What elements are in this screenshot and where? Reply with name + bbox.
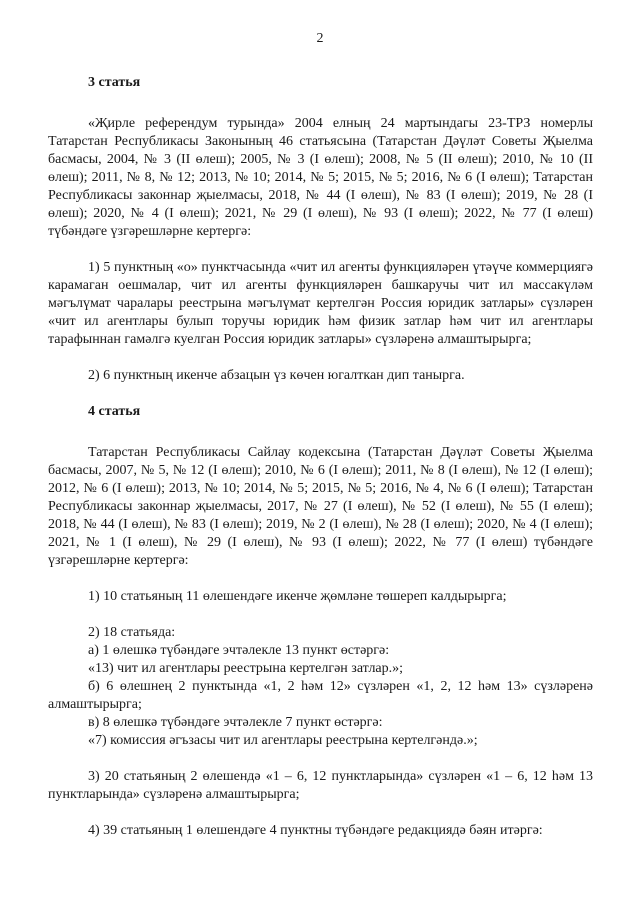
article-3-item-2: 2) 6 пунктның икенче абзацын үз көчен югалткан дип танырга.	[88, 368, 465, 383]
article-3-heading: 3 статья	[88, 75, 141, 90]
article-4-item-2v: в) 8 өлешкә түбәндәге эчтәлекле 7 пункт өстәргә:	[88, 715, 383, 730]
article-4-heading: 4 статья	[88, 404, 141, 419]
article-4-intro: Татарстан Республикасы Сайлау кодексына (Татарстан Дәүләт Советы Җыелма басмасы, 2007, № 5, № 12 (I өлеш); 2010, № 6 (I өлеш); 2011, № 8 (I өлеш), № 12 (I өлеш); 2012, № 6 (I өлеш); 2013, № 10; 2014, № 5; 2015, № 5; 2016, № 4, № 6 (I өлеш); Татарстан Республикасы законнар җыелмасы, 2017, № 27 (I өлеш), № 52 (I өлеш), № 55 (I өлеш); 2018, № 44 (I өлеш), № 83 (I өлеш); 2019, № 2 (I өлеш), № 28 (I өлеш); 2020, № 4 (I өлеш); 2021, № 1 (I өлеш), № 29 (I өлеш), № 93 (I өлеш); 2022, № 77 (I өлеш) түбәндәге үзгәрешләрне кертергә:	[48, 445, 593, 568]
article-3-item-1: 1) 5 пунктның «о» пунктчасында «чит ил агенты функцияләрен үтәүче коммерциягә карамаган оешмалар, чит ил агенты функцияләрен башкаручы чит ил массакүләм мәгълүмат чаралары реестрына мәгълүмат кертелгән Россия юридик затлары» сүзләрен «чит ил агентлары булып торучы юридик һәм физик затлар һәм чит ил агентлары тарафыннан гамәлгә куелган Россия юридик затлары» сүзләренә алмаштырырга;	[48, 260, 593, 347]
article-4-item-2-title: 2) 18 статьяда:	[88, 625, 176, 640]
article-4-item-2a-quote: «13) чит ил агентлары реестрына кертелгән затлар.»;	[88, 661, 404, 676]
page-number: 2	[316, 31, 324, 46]
article-4-item-2a: а) 1 өлешкә түбәндәге эчтәлекле 13 пункт өстәргә:	[88, 643, 390, 658]
article-4-item-4: 4) 39 статьяның 1 өлешендәге 4 пунктны түбәндәге редакциядә бәян итәргә:	[88, 823, 543, 838]
document-body	[48, 74, 593, 840]
article-4-item-1: 1) 10 статьяның 11 өлешендәге икенче җөмләне төшереп калдырырга;	[88, 589, 507, 604]
article-4-item-2v-quote: «7) комиссия әгъзасы чит ил агентлары реестрына кертелгәндә.»;	[88, 733, 478, 748]
article-3-intro: «Җирле референдум турында» 2004 елның 24 мартындагы 23-ТРЗ номерлы Татарстан Республикасы Законының 46 статьясына (Татарстан Дәүләт Советы Җыелма басмасы, 2004, № 3 (II өлеш); 2005, № 3 (I өлеш); 2008, № 5 (II өлеш); 2010, № 10 (II өлеш); 2011, № 8, № 12; 2013, № 10; 2014, № 5; 2015, № 5; 2016, № 6 (I өлеш); Татарстан Республикасы законнар җыелмасы, 2018, № 44 (I өлеш), № 83 (I өлеш); 2019, № 28 (I өлеш); 2020, № 4 (I өлеш); 2021, № 29 (I өлеш), № 93 (I өлеш); 2022, № 77 (I өлеш) түбәндәге үзгәрешләрне кертергә:	[48, 116, 593, 239]
article-4-item-2b: б) 6 өлешнең 2 пунктында «1, 2 һәм 12» сүзләрен «1, 2, 12 һәм 13» сүзләренә алмаштырырга;	[48, 679, 593, 712]
article-4-item-3: 3) 20 статьяның 2 өлешендә «1 – 6, 12 пунктларында» сүзләрен «1 – 6, 12 һәм 13 пунктларында» сүзләренә алмаштырырга;	[48, 769, 593, 802]
